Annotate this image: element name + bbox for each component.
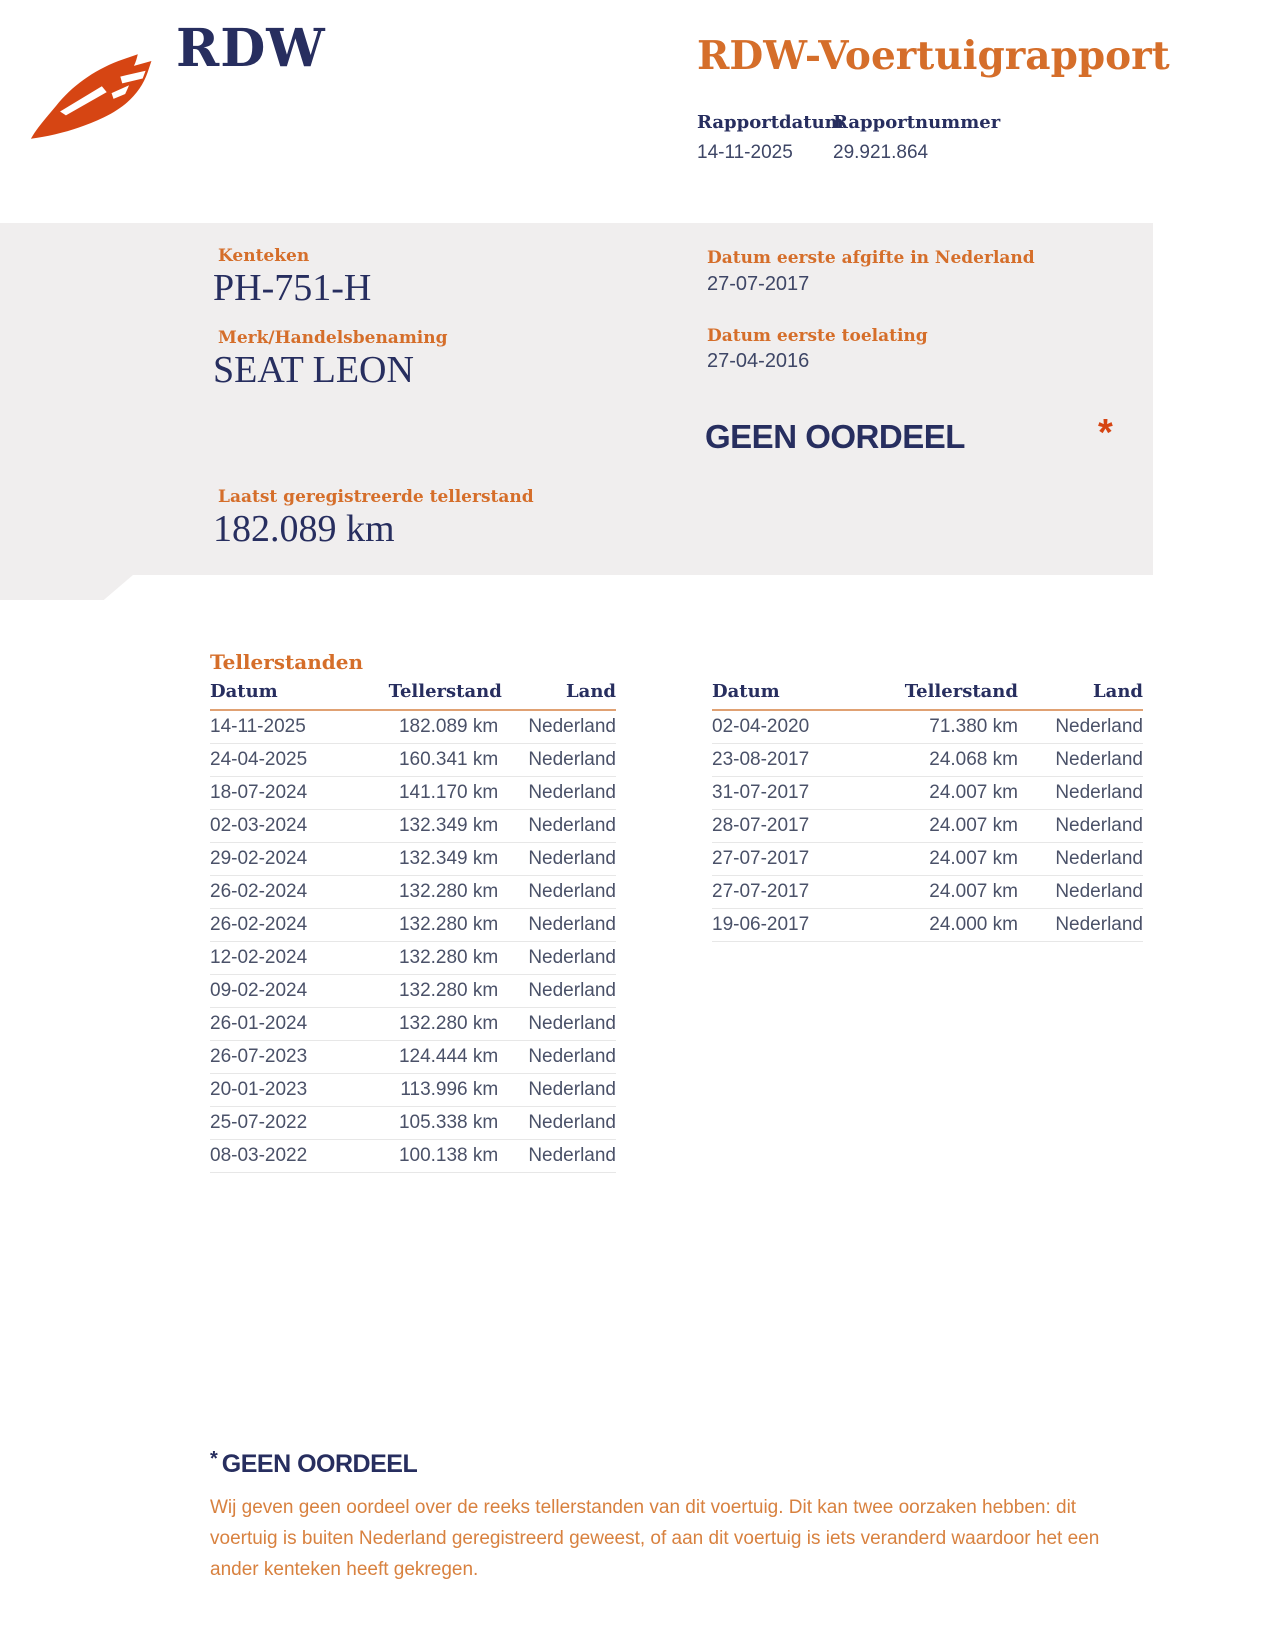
- cell-tellerstand: 132.280 km: [389, 876, 499, 909]
- table-row: [210, 876, 616, 909]
- cell-datum: 02-03-2024: [210, 810, 389, 843]
- cell-tellerstand: 132.280 km: [389, 975, 499, 1008]
- cell-tellerstand: 24.007 km: [902, 810, 1018, 843]
- cell-datum: 09-02-2024: [210, 975, 389, 1008]
- toelating-value: 27-04-2016: [707, 350, 810, 372]
- odometer-table-right: [712, 681, 1143, 942]
- cell-land: Nederland: [498, 1008, 616, 1041]
- kenteken-label: Kenteken: [218, 246, 310, 266]
- table-header: [210, 681, 616, 710]
- cell-land: Nederland: [498, 942, 616, 975]
- column-header-tellerstand: Tellerstand: [902, 681, 1018, 710]
- verdict-text: GEEN OORDEEL: [705, 418, 965, 455]
- cell-tellerstand: 132.280 km: [389, 1008, 499, 1041]
- kenteken-value: PH-751-H: [213, 267, 372, 309]
- cell-tellerstand: 100.138 km: [389, 1140, 499, 1173]
- teller-label: Laatst geregistreerde tellerstand: [218, 487, 534, 507]
- cell-land: Nederland: [498, 744, 616, 777]
- cell-land: Nederland: [1018, 744, 1143, 777]
- cell-datum: 26-01-2024: [210, 1008, 389, 1041]
- brand-wordmark: RDW: [176, 18, 326, 79]
- merk-label: Merk/Handelsbenaming: [218, 328, 448, 348]
- cell-tellerstand: 24.007 km: [902, 876, 1018, 909]
- cell-land: Nederland: [1018, 876, 1143, 909]
- cell-tellerstand: 132.349 km: [389, 810, 499, 843]
- cell-datum: 14-11-2025: [210, 710, 389, 744]
- table-row: [210, 942, 616, 975]
- cell-land: Nederland: [498, 777, 616, 810]
- table-row: [712, 744, 1143, 777]
- table-row: [712, 777, 1143, 810]
- merk-value: SEAT LEON: [213, 349, 414, 391]
- cell-land: Nederland: [1018, 909, 1143, 942]
- report-number-block: [833, 112, 1000, 164]
- cell-tellerstand: 71.380 km: [902, 710, 1018, 744]
- table-row: [210, 909, 616, 942]
- table-row: [210, 1008, 616, 1041]
- column-header-land: Land: [1018, 681, 1143, 710]
- cell-datum: 23-08-2017: [712, 744, 902, 777]
- table-row: [712, 843, 1143, 876]
- table-row: [210, 1074, 616, 1107]
- table-row: [210, 843, 616, 876]
- cell-land: Nederland: [1018, 710, 1143, 744]
- column-header-tellerstand: Tellerstand: [389, 681, 499, 710]
- cell-tellerstand: 24.007 km: [902, 843, 1018, 876]
- afgifte-label: Datum eerste afgifte in Nederland: [707, 248, 1035, 268]
- cell-tellerstand: 160.341 km: [389, 744, 499, 777]
- report-date-label: Rapportdatum: [697, 112, 844, 133]
- toelating-label: Datum eerste toelating: [707, 326, 928, 346]
- column-header-datum: Datum: [210, 681, 389, 710]
- cell-datum: 27-07-2017: [712, 843, 902, 876]
- cell-tellerstand: 113.996 km: [389, 1074, 499, 1107]
- table-row: [210, 744, 616, 777]
- cell-land: Nederland: [498, 876, 616, 909]
- teller-value: 182.089 km: [213, 508, 395, 550]
- cell-tellerstand: 132.280 km: [389, 909, 499, 942]
- cell-datum: 08-03-2022: [210, 1140, 389, 1173]
- cell-tellerstand: 182.089 km: [389, 710, 499, 744]
- table-row: [210, 1041, 616, 1074]
- footnote-heading: [210, 1448, 1110, 1479]
- cell-land: Nederland: [498, 810, 616, 843]
- footnote-body: Wij geven geen oordeel over de reeks tellerstanden van dit voertuig. Dit kan twee oorzaken hebben: dit voertuig is buiten Nederland geregistreerd geweest, of aan dit voertuig is iets veranderd waardoor het een ander kenteken heeft gekregen.: [210, 1497, 1100, 1580]
- report-title: RDW-Voertuigrapport: [697, 33, 1170, 79]
- table-row: [712, 909, 1143, 942]
- cell-tellerstand: 141.170 km: [389, 777, 499, 810]
- report-date-block: [697, 112, 844, 164]
- cell-datum: 02-04-2020: [712, 710, 902, 744]
- verdict-asterisk-icon: *: [1098, 412, 1113, 454]
- cell-datum: 20-01-2023: [210, 1074, 389, 1107]
- cell-land: Nederland: [498, 1041, 616, 1074]
- cell-tellerstand: 105.338 km: [389, 1107, 499, 1140]
- table-row: [210, 1107, 616, 1140]
- column-header-datum: Datum: [712, 681, 902, 710]
- table-header: [712, 681, 1143, 710]
- vehicle-info-panel: [0, 223, 1153, 575]
- cell-datum: 26-07-2023: [210, 1041, 389, 1074]
- rdw-logo-icon: [28, 50, 166, 142]
- cell-land: Nederland: [498, 1107, 616, 1140]
- report-date-value: 14-11-2025: [697, 142, 793, 163]
- section-title-tellerstanden: Tellerstanden: [210, 650, 364, 674]
- afgifte-value: 27-07-2017: [707, 273, 810, 295]
- cell-datum: 27-07-2017: [712, 876, 902, 909]
- cell-tellerstand: 124.444 km: [389, 1041, 499, 1074]
- cell-tellerstand: 132.349 km: [389, 843, 499, 876]
- cell-land: Nederland: [498, 909, 616, 942]
- cell-land: Nederland: [498, 975, 616, 1008]
- report-number-label: Rapportnummer: [833, 112, 1001, 133]
- cell-land: Nederland: [498, 1140, 616, 1173]
- cell-datum: 24-04-2025: [210, 744, 389, 777]
- cell-datum: 12-02-2024: [210, 942, 389, 975]
- cell-datum: 19-06-2017: [712, 909, 902, 942]
- footnote-block: [210, 1448, 1110, 1585]
- table-row: [712, 810, 1143, 843]
- cell-tellerstand: 24.068 km: [902, 744, 1018, 777]
- cell-datum: 31-07-2017: [712, 777, 902, 810]
- table-row: [210, 710, 616, 744]
- footnote-asterisk-icon: *: [210, 1448, 218, 1470]
- odometer-table-left: [210, 681, 616, 1173]
- table-row: [712, 710, 1143, 744]
- column-header-land: Land: [498, 681, 616, 710]
- footnote-title: GEEN OORDEEL: [221, 1450, 418, 1478]
- table-row: [210, 810, 616, 843]
- cell-datum: 26-02-2024: [210, 876, 389, 909]
- cell-land: Nederland: [498, 1074, 616, 1107]
- cell-land: Nederland: [498, 710, 616, 744]
- cell-datum: 25-07-2022: [210, 1107, 389, 1140]
- table-row: [210, 777, 616, 810]
- table-row: [210, 1140, 616, 1173]
- table-row: [712, 876, 1143, 909]
- cell-tellerstand: 132.280 km: [389, 942, 499, 975]
- cell-datum: 28-07-2017: [712, 810, 902, 843]
- cell-datum: 26-02-2024: [210, 909, 389, 942]
- cell-datum: 29-02-2024: [210, 843, 389, 876]
- cell-tellerstand: 24.007 km: [902, 777, 1018, 810]
- cell-land: Nederland: [1018, 843, 1143, 876]
- cell-land: Nederland: [1018, 777, 1143, 810]
- cell-tellerstand: 24.000 km: [902, 909, 1018, 942]
- report-number-value: 29.921.864: [833, 142, 929, 163]
- cell-datum: 18-07-2024: [210, 777, 389, 810]
- cell-land: Nederland: [1018, 810, 1143, 843]
- cell-land: Nederland: [498, 843, 616, 876]
- table-row: [210, 975, 616, 1008]
